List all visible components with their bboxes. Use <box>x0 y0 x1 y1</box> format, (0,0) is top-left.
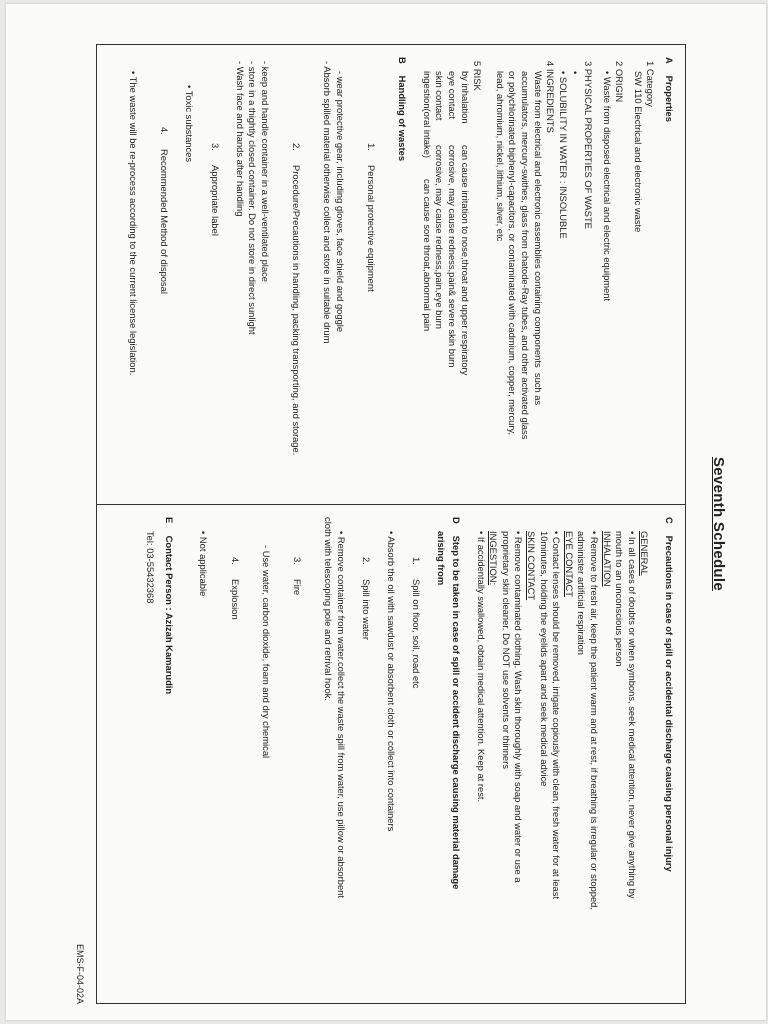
item-number: 2. <box>360 557 372 565</box>
scanned-page <box>6 4 766 1020</box>
section-title: Precautions in case of spill or accidental discharge causing personal injury <box>664 535 675 872</box>
item-label: Explosion <box>229 579 241 620</box>
risk-route: eye contact <box>447 71 459 119</box>
item-label: Appropriate label <box>209 165 221 236</box>
item-label: Personal protective equipment <box>366 165 378 292</box>
ingestion-label: INGESTION: <box>488 531 500 586</box>
eye-contact-text: 10minutes, holding the eyelids apart and seek medical advice <box>538 531 550 787</box>
explosion-item <box>215 517 253 993</box>
section-title: Contact Person : Azizah Kamarudin <box>163 535 175 695</box>
skin-contact-text: • Remove contaminated clothing. Wash skin thoroughly with soap and water or use a <box>512 517 525 993</box>
section-b-heading <box>396 57 409 494</box>
procedure-detail: - store in a thightly closed container. Do not store in direct sunlight <box>247 61 259 335</box>
risk-effect: can cause irritation to nose,throat and upper respiratory <box>459 145 471 376</box>
item-number: 3. <box>291 557 303 565</box>
general-text: • In all cases of doubts or when symbons, seek medical attention, never give anything by <box>625 517 638 993</box>
spill-floor-item <box>397 517 435 993</box>
eye-contact-label: EYE CONTACT <box>563 531 575 597</box>
item-label: Procedure/Precautions in handling, packing transporting, and storage. <box>291 165 303 456</box>
inhalation-text: • Remove to fresh air, keep the patient warm and at rest, if breathing is irregular or stopped, <box>587 517 600 993</box>
contact-phone: Tel: 03-55432368 <box>145 531 157 604</box>
risk-route: by inhalation <box>459 71 471 124</box>
category-value: SW 110 Electrical and electronic waste <box>632 71 644 233</box>
section-letter: A <box>664 57 675 64</box>
section-letter: D <box>451 517 463 524</box>
spill-water-item <box>347 517 385 993</box>
section-title-continued: arising from <box>436 531 448 586</box>
left-column <box>97 45 685 505</box>
ppe-detail: - Absorb spilled material otherwise collect and store in suitable drum <box>322 61 334 344</box>
ingredients-line: or polychlorinated biphenyl-capacitors, or contaminated with cadmium, copper, mercury, <box>507 71 519 436</box>
origin-label: 2 ORIGIN <box>614 61 626 103</box>
risk-row <box>446 57 459 494</box>
page-title: Seventh Schedule <box>710 456 727 591</box>
section-letter: C <box>664 517 675 524</box>
origin-value: • Waste from disposed electrical and electric equipment <box>600 57 613 494</box>
procedure-detail: - Wash face and hands after handling <box>234 61 246 217</box>
section-title: Handling of wastes <box>397 75 409 162</box>
risk-effect: corrosive, may cause redness,pain,eye burn <box>434 145 446 329</box>
disposal-item-title <box>145 57 183 494</box>
ingredients-line: accumulators, mercury-swithes, glass from chatode-Ray tubes, and other activated glass <box>520 71 532 440</box>
solubility: • SOLUBILITY IN WATER : INSOLUBLE <box>556 57 569 494</box>
section-letter: B <box>397 57 409 64</box>
risk-row <box>433 57 446 494</box>
eye-contact-text: • Contact lenses should be removed, irrigate copiously with clean, fresh water for at least <box>550 517 563 993</box>
rotated-document <box>66 44 726 1004</box>
item-label: Spill into water <box>360 579 372 641</box>
skin-contact-text: proprietary skin cleaner. Do NOT use solvents or thinners <box>500 531 512 769</box>
procedure-detail: - keep and handle container in a well-ventilated place <box>259 61 271 282</box>
section-a-heading <box>662 57 675 494</box>
disposal-detail: • The waste will be re-process according to the current license legislation. <box>126 57 139 494</box>
label-item-title <box>195 57 233 494</box>
item-number: 1. <box>411 557 423 565</box>
schedule-table <box>96 44 686 1004</box>
ingredients-label: 4 INGREDIENTS <box>545 61 557 133</box>
risk-route: ingestion(oral intake) <box>421 71 433 159</box>
section-letter: E <box>163 517 175 524</box>
section-title: Step to be taken in case of spill or accident discharge causing material damage <box>451 535 463 890</box>
label-detail: • Toxic substances <box>183 57 196 494</box>
section-title: Properties <box>664 75 675 122</box>
ppe-item-title <box>352 57 390 494</box>
ingredients-line: lead, ahromium, nickel, lithium, silver, etc <box>494 71 506 242</box>
risk-row <box>458 57 471 494</box>
ppe-detail: - wear protective gear, including gloves, face shield and goggle <box>334 71 346 333</box>
risk-effect: can cause sore throat,abnormal pain <box>421 179 433 332</box>
item-number: 1. <box>366 143 378 151</box>
spill-water-detail: cloth with telescoping pole and retrival hook. <box>323 517 335 701</box>
fire-detail: - Use water, carbon dioxide, foam and dry chemical <box>260 545 272 759</box>
item-label: Spill on floor, soil, road etc <box>411 579 423 689</box>
ingredients-line: Waste from electrical and electronic assemblies containing components such as <box>532 71 544 406</box>
item-label: Fire <box>291 579 303 596</box>
general-label: GENERAL <box>639 531 651 576</box>
section-e-heading <box>162 517 175 993</box>
skin-contact-label: SKIN CONTACT <box>526 531 538 601</box>
item-number: 3. <box>209 143 221 151</box>
explosion-detail: • Not applicable <box>197 517 210 993</box>
general-text: mouth to an unconscious person <box>614 531 626 667</box>
procedure-item-title <box>277 57 315 494</box>
section-d-heading <box>450 517 463 993</box>
ingestion-text: • If accidentally swallowed, obtain medical attention. Keep at rest. <box>474 517 487 993</box>
risk-label: 5 RISK <box>472 61 484 91</box>
section-c-heading <box>662 517 675 993</box>
physical-bullet <box>569 57 582 494</box>
fire-item <box>278 517 316 993</box>
spill-floor-detail: • Absorb the oil with sawdust or absorbent cloth or collect into containers <box>385 517 398 993</box>
item-number: 4. <box>229 557 241 565</box>
category-label: 1 Category <box>645 61 657 107</box>
spill-water-detail: • Remove container from water.collect the waste spill from water, use pillow or absorbent <box>334 517 347 993</box>
risk-row <box>420 57 433 494</box>
right-column <box>97 505 685 1003</box>
risk-route: skin contact <box>434 71 446 121</box>
item-number: 2. <box>291 143 303 151</box>
inhalation-text: administer artificial respiration <box>576 531 588 656</box>
document-code: EMS-F-04-02A <box>75 943 85 1004</box>
risk-effect: corrosive, may cause redness,pain& severe skin burn <box>447 145 459 368</box>
item-number: 4. <box>159 127 171 135</box>
physical-label: 3 PHYSICAL PROPERTIES OF WASTE <box>583 61 595 229</box>
item-label: Recommended Method of disposal <box>159 149 171 294</box>
inhalation-label: INHALATION <box>601 531 613 587</box>
